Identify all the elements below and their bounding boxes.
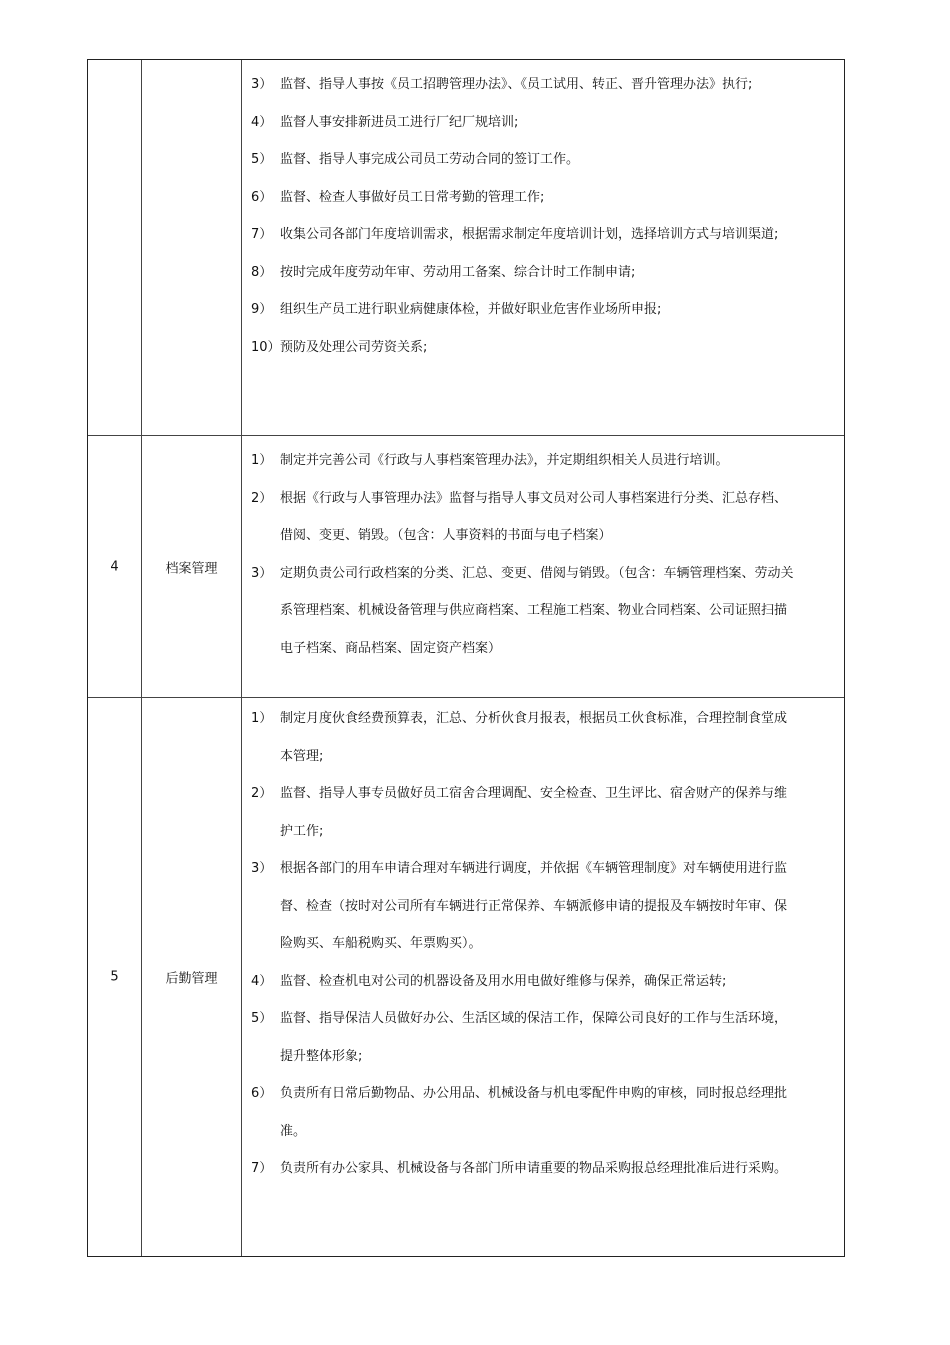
list-item	[242, 1075, 844, 1150]
row-category: 档案管理	[165, 561, 218, 576]
item-text: 监督、检查机电对公司的机器设备及用水用电做好维修与保养，确保正常运转;	[280, 973, 727, 989]
item-number: 3）	[251, 861, 273, 876]
list-item	[242, 1150, 844, 1188]
item-number: 10）	[251, 339, 281, 355]
item-number: 3）	[251, 77, 273, 92]
item-number: 5）	[251, 152, 273, 167]
list-item	[242, 555, 844, 668]
item-text: 监督、指导人事按《员工招聘管理办法》、《员工试用、转正、晋升管理办法》执行;	[280, 77, 753, 92]
row-description-cell	[242, 698, 844, 1256]
row-number-cell	[88, 60, 142, 435]
row-number: 4	[110, 559, 119, 574]
item-text: 收集公司各部门年度培训需求，根据需求制定年度培训计划，选择培训方式与培训渠道;	[280, 227, 779, 242]
item-text: 监督、指导保洁人员做好办公、生活区域的保洁工作，保障公司良好的工作与生活环境，提升整体形象;	[280, 1011, 788, 1064]
item-number: 7）	[251, 1161, 273, 1176]
list-item	[242, 1000, 844, 1075]
item-text: 监督、检查人事做好员工日常考勤的管理工作;	[280, 189, 545, 205]
list-item	[242, 66, 844, 104]
row-number: 5	[110, 969, 119, 985]
list-item	[242, 104, 844, 142]
row-number-cell	[88, 436, 142, 697]
item-number: 6）	[251, 1086, 273, 1101]
item-number: 2）	[251, 490, 273, 506]
item-number: 9）	[251, 302, 273, 317]
row-category-cell	[142, 60, 242, 435]
item-text: 监督、指导人事完成公司员工劳动合同的签订工作。	[280, 152, 580, 167]
item-number: 8）	[251, 264, 273, 280]
item-number: 7）	[251, 227, 273, 242]
duties-table	[87, 59, 845, 1257]
list-item	[242, 141, 844, 179]
item-number: 2）	[251, 786, 273, 801]
row-category: 后勤管理	[165, 971, 218, 987]
row-category-cell	[142, 698, 242, 1256]
table-row	[88, 435, 844, 697]
row-description-cell	[242, 436, 844, 697]
item-number: 6）	[251, 189, 273, 205]
item-text: 制定并完善公司《行政与人事档案管理办法》，并定期组织相关人员进行培训。	[280, 453, 729, 468]
item-number: 4）	[251, 114, 273, 130]
item-number: 1）	[251, 711, 273, 726]
item-number: 1）	[251, 453, 273, 468]
item-number: 5）	[251, 1011, 273, 1026]
item-text: 监督、指导人事专员做好员工宿舍合理调配、安全检查、卫生评比、宿舍财产的保养与维护工作;	[280, 786, 788, 839]
list-item	[242, 254, 844, 292]
item-text: 制定月度伙食经费预算表，汇总、分析伙食月报表，根据员工伙食标准，合理控制食堂成本管理;	[280, 711, 788, 764]
item-text: 根据《行政与人事管理办法》监督与指导人事文员对公司人事档案进行分类、汇总存档、借阅、变更、销毁。（包含：人事资料的书面与电子档案）	[280, 490, 788, 543]
table-row	[88, 60, 844, 435]
item-text: 负责所有办公家具、机械设备与各部门所申请重要的物品采购报总经理批准后进行采购。	[280, 1161, 788, 1176]
list-item	[242, 216, 844, 254]
list-item	[242, 442, 844, 480]
item-text: 根据各部门的用车申请合理对车辆进行调度，并依据《车辆管理制度》对车辆使用进行监督、检查（按时对公司所有车辆进行正常保养、车辆派修申请的提报及车辆按时年审、保险购买、车船税购买、年票购买）。	[280, 861, 788, 951]
list-item	[242, 480, 844, 555]
item-number: 3）	[251, 565, 273, 581]
list-item	[242, 850, 844, 963]
list-item	[242, 291, 844, 329]
row-category-cell	[142, 436, 242, 697]
item-text: 监督人事安排新进员工进行厂纪厂规培训;	[280, 114, 519, 130]
list-item	[242, 179, 844, 217]
row-description-cell	[242, 60, 844, 435]
list-item	[242, 775, 844, 850]
item-text: 预防及处理公司劳资关系;	[280, 339, 428, 355]
item-text: 定期负责公司行政档案的分类、汇总、变更、借阅与销毁。（包含：车辆管理档案、劳动关系管理档案、机械设备管理与供应商档案、工程施工档案、物业合同档案、公司证照扫描电子档案、商品档案、固定资产档案）	[280, 565, 794, 656]
item-text: 负责所有日常后勤物品、办公用品、机械设备与机电零配件申购的审核，同时报总经理批准。	[280, 1086, 788, 1139]
row-number-cell	[88, 698, 142, 1256]
list-item	[242, 963, 844, 1001]
item-number: 4）	[251, 973, 273, 989]
item-text: 按时完成年度劳动年审、劳动用工备案、综合计时工作制申请;	[280, 264, 636, 280]
list-item	[242, 700, 844, 775]
list-item	[242, 329, 844, 367]
item-text: 组织生产员工进行职业病健康体检，并做好职业危害作业场所申报;	[280, 302, 662, 317]
table-row	[88, 697, 844, 1256]
